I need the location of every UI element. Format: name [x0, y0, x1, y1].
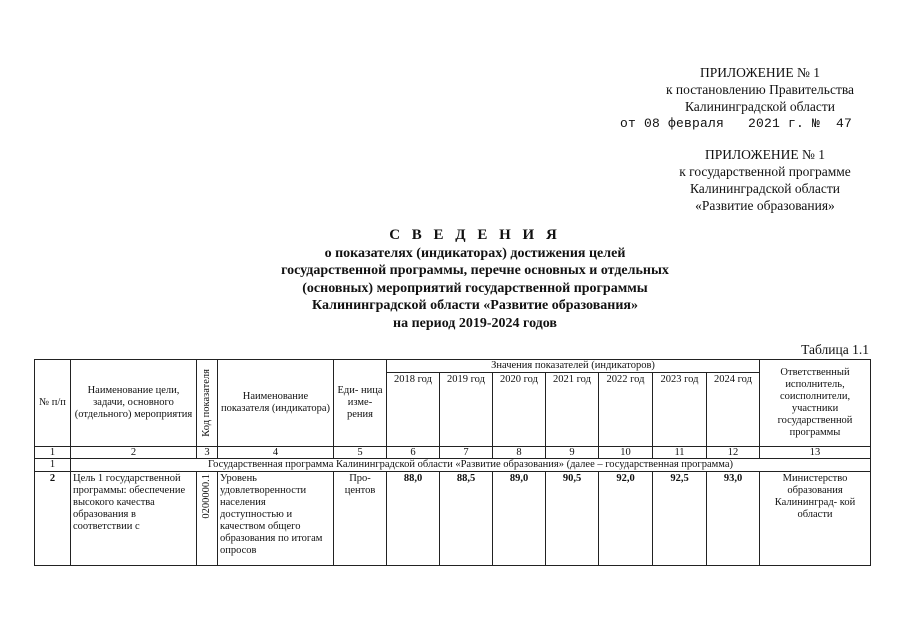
- appendix-2-line: «Развитие образования»: [695, 198, 835, 213]
- row-value: 93,0: [707, 472, 760, 566]
- header-year: 2024 год: [707, 373, 760, 447]
- program-row: [35, 459, 871, 472]
- appendix-2-line: к государственной программе: [679, 164, 851, 179]
- heading-line: государственной программы, перечне основных и отдельных: [281, 263, 669, 278]
- appendix-1-date: от 08 февраля 2021 г. № 47: [620, 116, 853, 131]
- column-number: 8: [493, 447, 546, 459]
- header-year: 2022 год: [599, 373, 653, 447]
- column-number: 2: [71, 447, 197, 459]
- row-goal-name: Цель 1 государственной программы: обеспечение высокого качества образования в соответствии с: [71, 472, 197, 566]
- column-number: 13: [760, 447, 871, 459]
- table-row: [35, 472, 871, 566]
- appendix-1-title: ПРИЛОЖЕНИЕ № 1: [699, 65, 821, 80]
- column-number: 4: [218, 447, 334, 459]
- row-value: 92,5: [653, 472, 707, 566]
- heading-line: на период 2019-2024 годов: [393, 315, 557, 331]
- column-numbers-row: [35, 447, 871, 459]
- appendix-2-line: Калининградской области: [689, 181, 841, 196]
- document-title: С В Е Д Е Н И Я: [389, 227, 561, 243]
- appendix-2-block: [640, 146, 890, 214]
- column-number: 10: [599, 447, 653, 459]
- heading-line: о показателях (индикаторах) достижения целей: [324, 245, 626, 261]
- column-number: 6: [387, 447, 440, 459]
- row-code-cell: [197, 472, 218, 566]
- table-label: Таблица 1.1: [801, 342, 869, 357]
- header-year: 2019 год: [440, 373, 493, 447]
- appendix-1-block: [620, 64, 900, 132]
- appendix-1-line: к постановлению Правительства: [665, 82, 855, 97]
- program-row-num: 1: [35, 459, 71, 472]
- column-number: 1: [35, 447, 71, 459]
- appendix-2-title: ПРИЛОЖЕНИЕ № 1: [704, 147, 826, 162]
- header-year: 2021 год: [546, 373, 599, 447]
- header-name: Наименование цели, задачи, основного (отдельного) мероприятия: [71, 360, 197, 447]
- header-indicator: Наименование показателя (индикатора): [218, 360, 334, 447]
- header-values-group: Значения показателей (индикаторов): [387, 360, 760, 373]
- column-number: 12: [707, 447, 760, 459]
- column-number: 7: [440, 447, 493, 459]
- column-number: 11: [653, 447, 707, 459]
- header-year: 2018 год: [387, 373, 440, 447]
- row-value: 90,5: [546, 472, 599, 566]
- header-year: 2023 год: [653, 373, 707, 447]
- header-executor: Ответственный исполнитель, соисполнители, участники государственной программы: [760, 360, 871, 447]
- header-num: № п/п: [35, 360, 71, 447]
- program-row-text: Государственная программа Калининградской области «Развитие образования» (далее – государственная программа): [71, 459, 871, 472]
- row-value: 88,5: [440, 472, 493, 566]
- indicators-table: [34, 359, 871, 566]
- row-indicator: Уровень удовлетворенности населения доступностью и качеством общего образования по итогам опросов: [218, 472, 334, 566]
- column-number: 5: [334, 447, 387, 459]
- row-value: 88,0: [387, 472, 440, 566]
- heading-line: (основных) мероприятий государственной программы: [302, 280, 648, 296]
- row-value: 89,0: [493, 472, 546, 566]
- row-executor: Министерство образования Калининград- кой области: [760, 472, 871, 566]
- column-number: 9: [546, 447, 599, 459]
- row-value: 92,0: [599, 472, 653, 566]
- header-code: [197, 360, 218, 447]
- header-year: 2020 год: [493, 373, 546, 447]
- appendix-1-line: Калининградской области: [684, 99, 836, 114]
- row-unit: Про- центов: [334, 472, 387, 566]
- heading-line: Калининградской области «Развитие образования»: [312, 298, 638, 313]
- row-num: 2: [35, 472, 71, 566]
- header-unit: Еди- ница изме- рения: [334, 360, 387, 447]
- row-code: 0200000.1: [201, 474, 212, 519]
- document-heading: [200, 227, 750, 332]
- column-number: 3: [197, 447, 218, 459]
- header-code-text: Код показателя: [201, 369, 212, 437]
